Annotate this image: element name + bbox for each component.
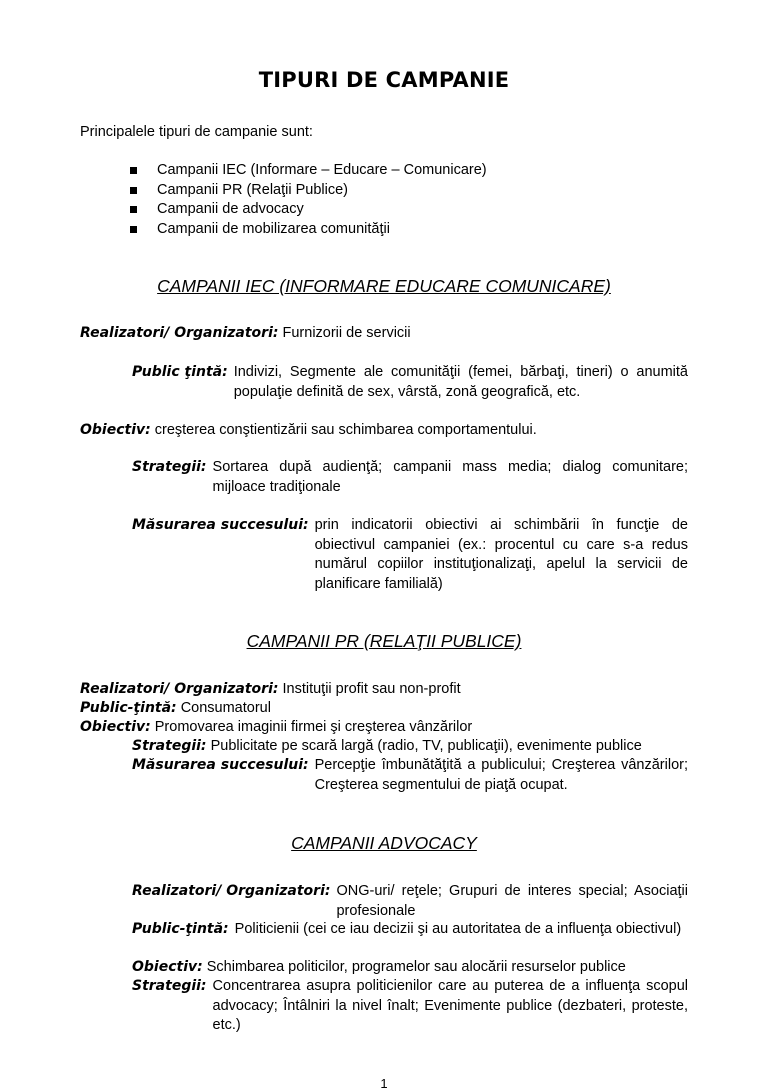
list-item: Campanii de mobilizarea comunităţii [130,220,487,240]
iec-strategy-text: Sortarea după audienţă; campanii mass media; dialog comunitare; mijloace tradiţionale [212,459,688,495]
pr-heading: CAMPANII PR (RELAŢII PUBLICE) [246,631,522,651]
pr-organizers-text: Instituţii profit sau non-profit [282,681,461,697]
square-bullet-icon [130,167,137,174]
advocacy-target-text: Politicienii (cei ce iau decizii şi au autoritatea de a influenţa obiectivul) [234,921,682,937]
pr-target-text: Consumatorul [180,700,271,716]
advocacy-heading: CAMPANII ADVOCACY [291,833,477,853]
pr-strategy-text: Publicitate pe scară largă (radio, TV, publicaţii), evenimente publice [210,738,642,754]
list-item: Campanii de advocacy [130,200,487,220]
advocacy-strategy [132,977,688,1036]
pr-strategy-label: Strategii: [132,738,207,754]
pr-organizers-label: Realizatori/ Organizatori: [80,681,279,697]
pr-success-text: Percepţie îmbunătăţită a publicului; Creşterea vânzărilor; Creşterea segmentului de piaţă ocupat. [314,757,688,793]
pr-target [80,699,271,719]
pr-success-label: Măsurarea succesului: [132,757,309,773]
pr-target-label: Public-ţintă: [80,700,177,716]
advocacy-objective [132,958,626,978]
pr-objective [80,718,472,738]
campaign-types-list [130,161,487,239]
iec-organizers-label: Realizatori/ Organizatori: [80,325,279,341]
advocacy-organizers [132,882,688,921]
square-bullet-icon [130,187,137,194]
iec-objective [80,421,537,441]
advocacy-objective-text: Schimbarea politicilor, programelor sau alocării resurselor publice [206,959,626,975]
iec-target-label: Public ţintă: [132,364,228,380]
advocacy-organizers-label: Realizatori/ Organizatori: [132,883,331,899]
iec-success-label: Măsurarea succesului: [132,517,309,533]
pr-objective-label: Obiectiv: [80,719,151,735]
square-bullet-icon [130,226,137,233]
pr-strategy [132,737,642,757]
iec-objective-text: creşterea conştientizării sau schimbarea comportamentului. [154,422,537,438]
page-title: TIPURI DE CAMPANIE [258,68,510,92]
iec-strategy [132,458,688,497]
advocacy-organizers-text: ONG-uri/ reţele; Grupuri de interes special; Asociaţii profesionale [336,883,688,919]
advocacy-strategy-label: Strategii: [132,978,207,994]
page-number: 1 [380,1076,388,1091]
pr-success [132,756,688,795]
advocacy-target [132,920,688,940]
iec-organizers-text: Furnizorii de servicii [282,325,411,341]
list-item: Campanii IEC (Informare – Educare – Comunicare) [130,161,487,181]
iec-heading: CAMPANII IEC (INFORMARE EDUCARE COMUNICARE) [157,276,611,296]
square-bullet-icon [130,206,137,213]
list-item: Campanii PR (Relaţii Publice) [130,181,487,201]
iec-objective-label: Obiectiv: [80,422,151,438]
advocacy-objective-label: Obiectiv: [132,959,203,975]
advocacy-strategy-text: Concentrarea asupra politicienilor care au puterea de a influenţa scopul advocacy; Întâlniri la nivel înalt; Evenimente publice (dezbateri, proteste, etc.) [212,978,688,1033]
iec-strategy-label: Strategii: [132,459,207,475]
iec-target-text: Indivizi, Segmente ale comunităţii (femei, bărbaţi, tineri) o anumită populaţie definită de sex, vârstă, zonă geografică, etc. [233,364,688,400]
iec-success-text: prin indicatorii obiectivi ai schimbării în funcţie de obiectivul campaniei (ex.: procentul cu care s-a redus numărul copiilor instituţionalizaţi, apelul la servicii de planificare familială) [314,517,688,592]
iec-target [132,363,688,402]
pr-organizers [80,680,461,700]
pr-objective-text: Promovarea imaginii firmei şi creşterea vânzărilor [154,719,473,735]
advocacy-target-label: Public-ţintă: [132,921,229,937]
iec-organizers [80,324,411,344]
iec-success [132,516,688,594]
intro-text: Principalele tipuri de campanie sunt: [80,124,313,140]
